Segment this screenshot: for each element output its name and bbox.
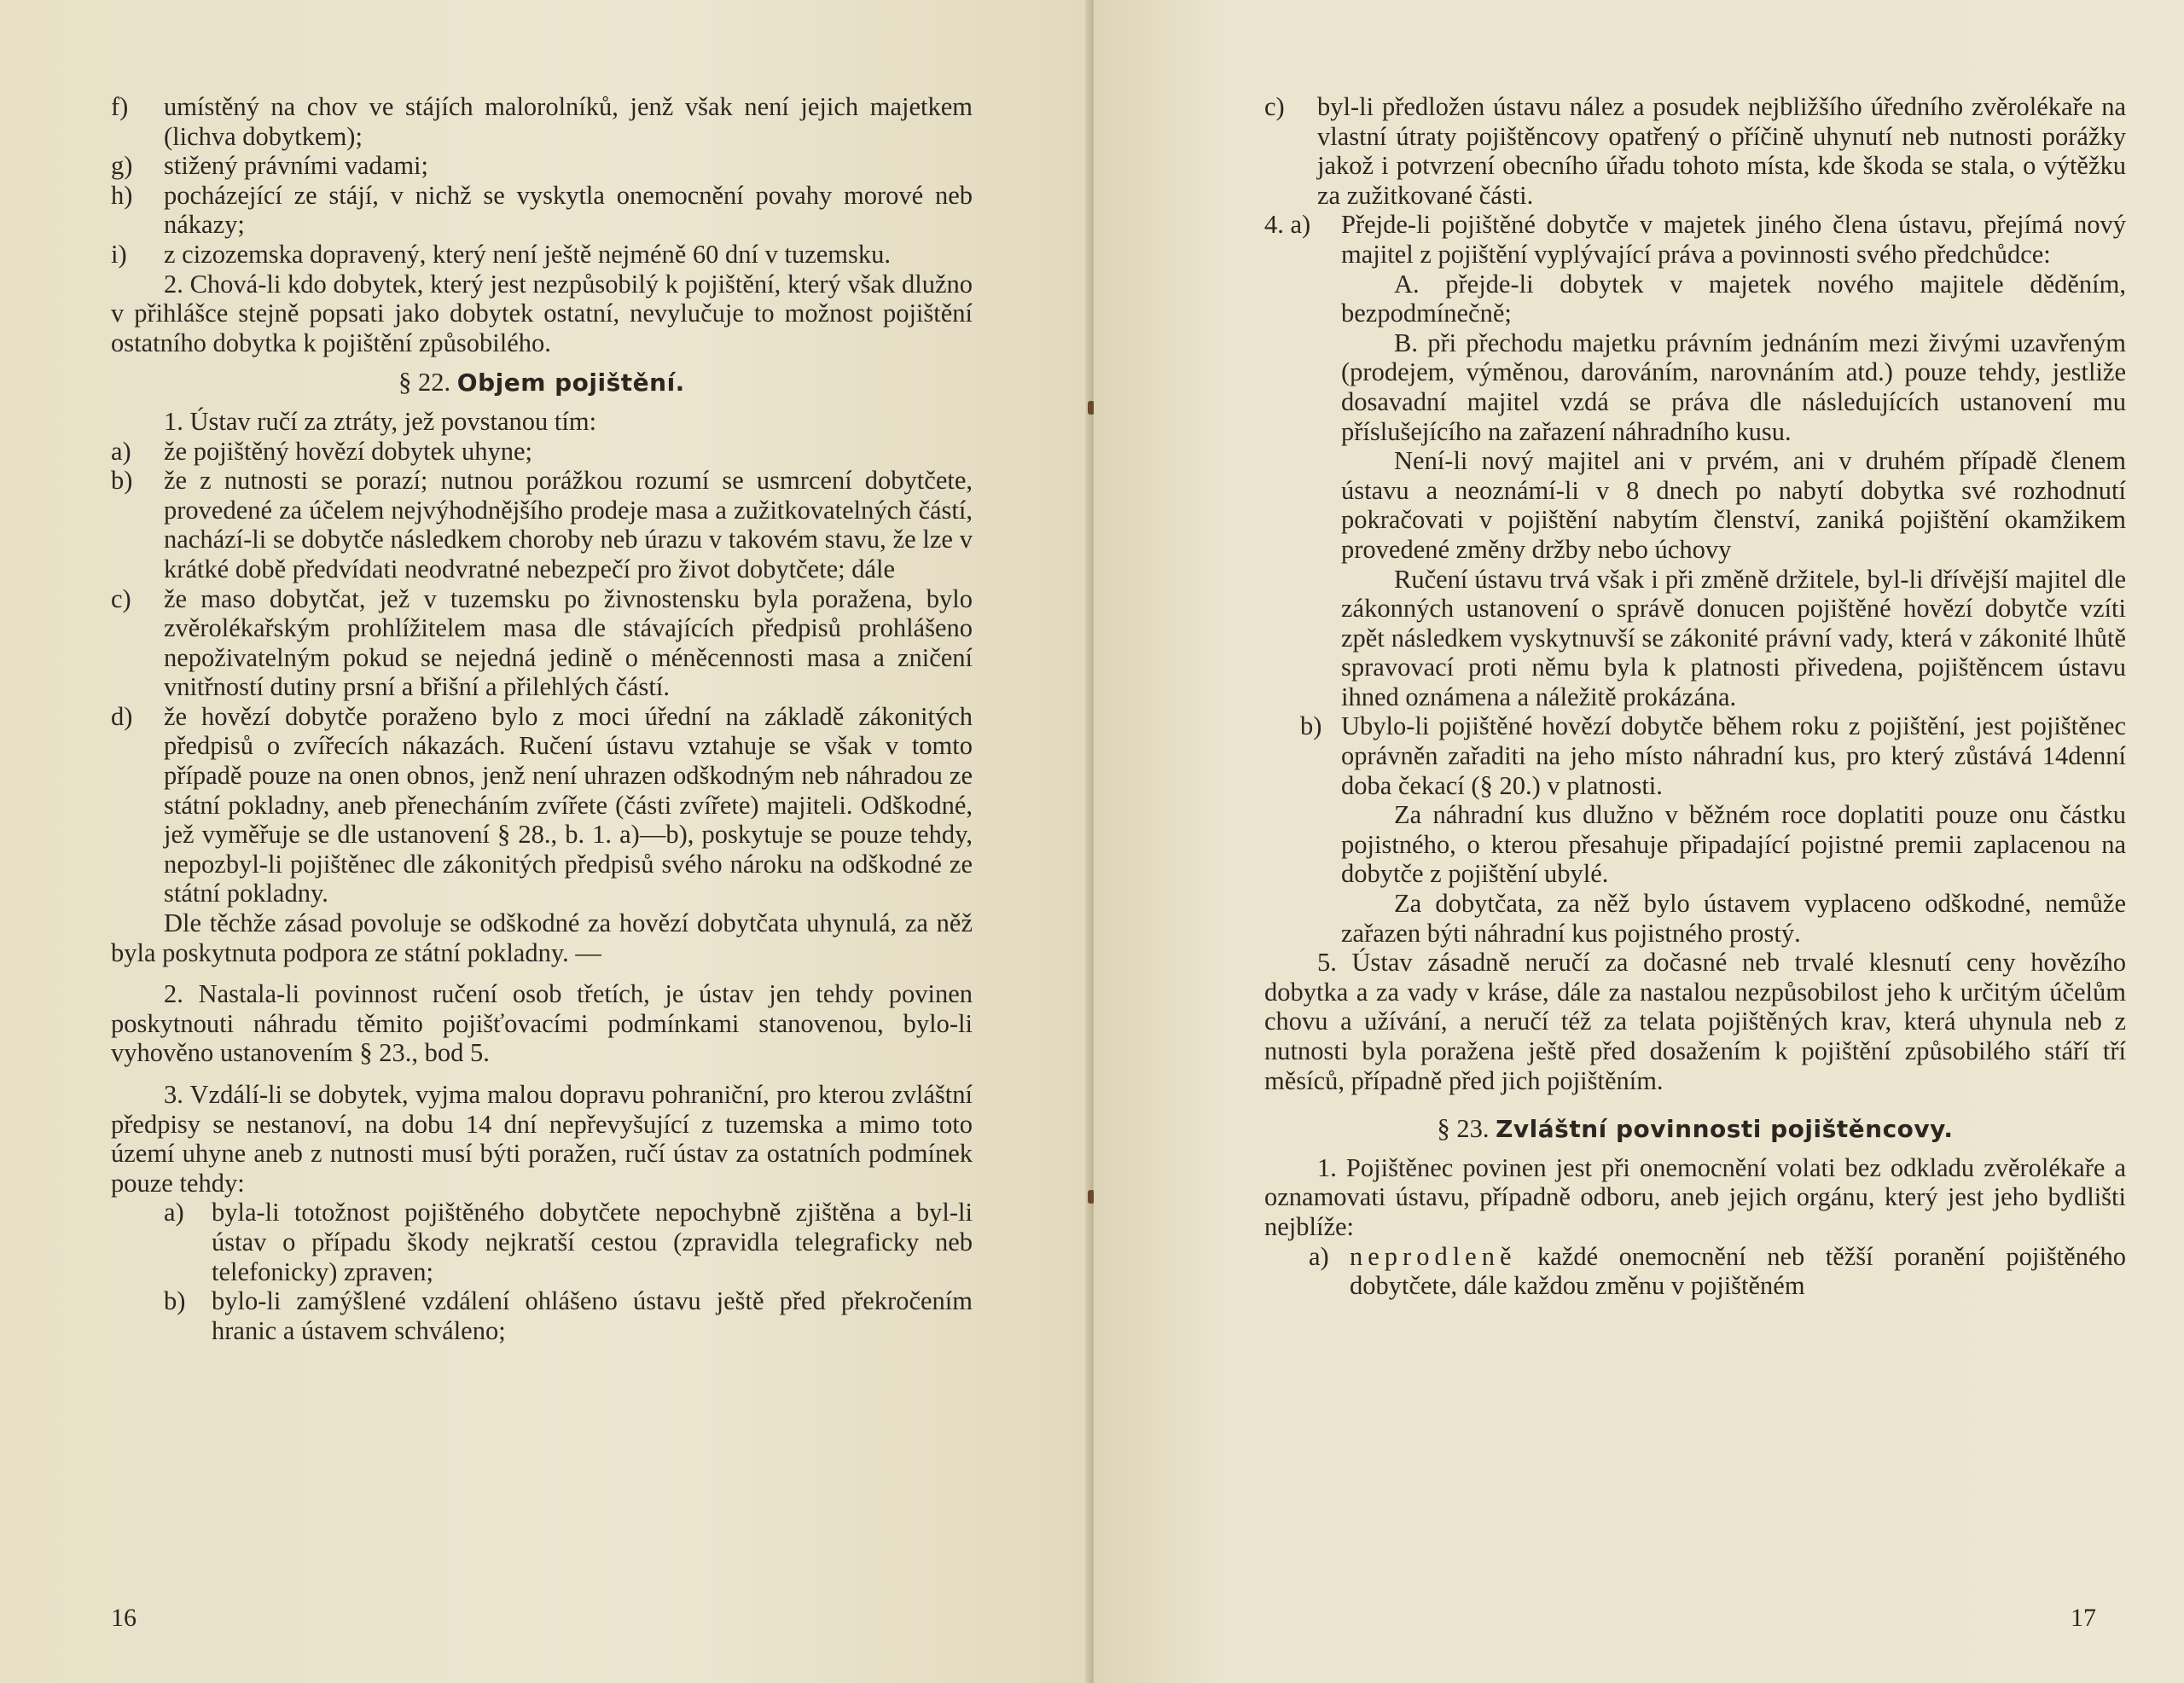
list-item [1264, 92, 2126, 210]
list-item [111, 240, 973, 270]
item-text: Ubylo-li pojištěné hovězí dobytče během roku z pojištění, jest pojištěnec oprávněn zařaditi na jeho místo náhradní kus, pro který zůstává 14denní doba čekací (§ 20.) v platnosti. [1341, 711, 2126, 800]
item-label: c) [1264, 92, 1285, 121]
paragraph-5: 5. Ústav zásadně neručí za dočasné neb trvalé klesnutí ceny hovězího dobytka a za vady v kráse, dále za nastalou nezpůsobilost jeho k určitým účelům chovu a užívání, a neručí též za telata pojištěných krav, která uhynula neb z nutnosti byla poražena ještě před dosažením k pojištění způsobilého stáří tří měsíců, případně před jich pojištěním. [1264, 948, 2126, 1095]
page-number: 16 [111, 1604, 136, 1632]
section-22-heading [111, 368, 973, 398]
section-title: Objem pojištění. [456, 369, 685, 398]
paragraph-4b-2: Za dobytčata, za něž bylo ústavem vyplaceno odškodné, nemůže zařazen býti náhradní kus pojistného prostý. [1341, 889, 2126, 948]
page-number: 17 [2071, 1604, 2096, 1632]
right-column [1264, 92, 2126, 1301]
list-item [111, 151, 973, 181]
item-text: že z nutnosti se porazí; nutnou porážkou rozumí se usmrcení dobytčete, provedené za účelem nejvýhodnějšího prodeje masa a zužitkovatelných částí, nachází-li se dobytče následkem choroby neb úrazu v takovém stavu, že lze v krátké době předvídati neodvratné nebezpečí pro život dobytčete; dále [164, 466, 973, 583]
item-label: a) [1309, 1241, 1329, 1271]
left-column [111, 92, 973, 1345]
section-sign: § 23. [1437, 1114, 1490, 1144]
list-item [111, 181, 973, 240]
item-text: každé onemocnění neb těžší poranění pojištěného dobytčete, dále každou změnu v pojištěném [1350, 1241, 2126, 1301]
item-label: a) [111, 436, 131, 466]
paragraph-4a-liability: Ručení ústavu trvá však i při změně držitele, byl-li dřívější majitel dle zákonných ustanovení o správě donucen pojištěné hovězí dobytče vzíti zpět následkem vyskytnuvší se zákonité právní vady, která v zákonité lhůtě spravovací proti němu byla k platnosti přivedena, pojištěncem ústavu ihned oznámena a náležitě prokázána. [1341, 564, 2126, 711]
item-emphasis: neprodleně [1350, 1241, 1517, 1271]
item-label: h) [111, 180, 133, 210]
list-item [111, 437, 973, 467]
item-label: d) [111, 701, 133, 731]
paragraph-4a-A: A. přejde-li dobytek v majetek nového majitele děděním, bezpodmínečně; [1341, 269, 2126, 328]
item-text: bylo-li zamýšlené vzdálení ohlášeno ústavu ještě před překročením hranic a ústavem schváleno; [212, 1286, 973, 1345]
list-item [111, 584, 973, 702]
list-item [111, 1198, 973, 1286]
paragraph-4a-B: B. při přechodu majetku právním jednáním mezi živými uzavřeným (prodejem, výměnou, darováním, narovnáním atd.) pouze tehdy, jestliže dosavadní majitel vzdá se práva dle následujících ustanovení mu příslušejícího na zařazení náhradního kusu. [1341, 328, 2126, 446]
item-text: Přejde-li pojištěné dobytče v majetek jiného člena ústavu, přejímá nový majitel z pojištění vyplývající práva a povinnosti svého předchůdce: [1341, 210, 2126, 269]
paragraph-4b-1: Za náhradní kus dlužno v běžném roce doplatiti pouze onu částku pojistného, o kterou přesahuje připadající pojistné premii zaplacenou na dobytče z pojištění ubylé. [1341, 800, 2126, 889]
item-label: g) [111, 151, 133, 181]
item-label: a) [164, 1198, 184, 1227]
section-22-intro: 1. Ústav ručí za ztráty, jež povstanou tím: [164, 406, 597, 436]
right-page [1094, 0, 2184, 1683]
section-22-1-tail: Dle těchže zásad povoluje se odškodné za hovězí dobytčata uhynulá, za něž byla poskytnuta podpora ze státní pokladny. — [111, 908, 973, 967]
section-23-paragraph-1: 1. Pojištěnec povinen jest při onemocnění volati bez odkladu zvěrolékaře a oznamovati ústavu, případně odboru, aneb jejich orgánu, který jest jeho bydlišti nejblíže: [1264, 1152, 2126, 1241]
item-label: f) [111, 92, 129, 121]
item-label: b) [164, 1286, 186, 1316]
item-text: že pojištěný hovězí dobytek uhyne; [164, 436, 532, 466]
item-label: b) [111, 466, 133, 496]
list-item [1264, 1242, 2126, 1301]
list-item [111, 1286, 973, 1345]
item-text: pocházející ze stájí, v nichž se vyskytla onemocnění povahy morové neb nákazy; [164, 180, 973, 240]
left-page [0, 0, 1090, 1683]
spacer [111, 1068, 973, 1080]
paragraph-4b [1264, 711, 2126, 800]
section-title: Zvláštní povinnosti pojištěncovy. [1496, 1115, 1954, 1144]
item-text: umístěný na chov ve stájích malorolníků, jenž však není jejich majetkem (lichva dobytkem); [164, 92, 973, 151]
item-label: c) [111, 583, 131, 613]
paragraph-4a [1264, 210, 2126, 269]
section-23-heading [1264, 1114, 2126, 1145]
list-item [111, 466, 973, 583]
item-text: stižený právními vadami; [164, 151, 429, 181]
item-text: z cizozemska dopravený, který není ještě nejméně 60 dní v tuzemsku. [164, 239, 892, 269]
item-text: že maso dobytčat, jež v tuzemsku po živnostensku byla poražena, bylo zvěrolékařským prohlížitelem masa dle stávajících předpisů prohlášeno nepoživatelným pokud se nejedná jedině o méněcennosti masa a zničení vnitřností dutiny prsní a břišní a přilehlých částí. [164, 583, 973, 702]
section-sign: § 22. [398, 368, 451, 398]
list-item [111, 702, 973, 908]
item-label: 4. a) [1264, 210, 1311, 240]
item-text: byla-li totožnost pojištěného dobytčete nepochybně zjištěna a byl-li ústav o případu škody nejkratší cestou (zpravidla telegraficky neb telefonicky) zpraven; [212, 1198, 973, 1286]
section-22-paragraph-3: 3. Vzdálí-li se dobytek, vyjma malou dopravu pohraniční, pro kterou zvláštní předpisy se nestanoví, na dobu 14 dní nepřevyšující z tuzemska a mimo toto území uhyne aneb z nutnosti musí býti poražen, ručí ústav za ostatních podmínek pouze tehdy: [111, 1080, 973, 1198]
item-text: že hovězí dobytče poraženo bylo z moci úřední na základě zákonitých předpisů o zvířecích nákazách. Ručení ústavu vztahuje se však v tomto případě pouze na onen obnos, jenž není uhrazen odškodným neb náhradou ze státní pokladny, aneb přenecháním zvířete (části zvířete) majiteli. Odškodné, jež vyměřuje se dle ustanovení § 28., b. 1. a)—b), poskytuje se pouze tehdy, nepozbyl-li pojištěnec dle zákonitých předpisů svého nároku na odškodné ze státní pokladny. [164, 701, 973, 908]
item-label: i) [111, 239, 127, 269]
section-22-paragraph-2: 2. Nastala-li povinnost ručení osob třetích, je ústav jen tehdy povinen poskytnouti náhradu těmito pojišťovacími podmínkami stanovenou, bylo-li vyhověno ustanovením § 23., bod 5. [111, 979, 973, 1068]
paragraph-2: 2. Chová-li kdo dobytek, který jest nezpůsobilý k pojištění, který však dlužno v přihlášce stejně popsati jako dobytek ostatní, nevylučuje to možnost pojištění ostatního dobytka k pojištění způsobilého. [111, 269, 973, 357]
paragraph-4a-note: Není-li nový majitel ani v prvém, ani v druhém případě členem ústavu a neoznámí-li v 8 dnech po nabytí dobytka své rozhodnutí pokračovati v pojištění nabytím členství, zaniká pojištění okamžikem provedené změny držby nebo úchovy [1341, 446, 2126, 564]
spacer [111, 967, 973, 979]
item-label: b) [1300, 711, 1322, 741]
list-item [111, 92, 973, 151]
item-text: byl-li předložen ústavu nález a posudek nejbližšího úředního zvěrolékaře na vlastní útraty pojištěncovy opatřený o příčině uhynutí neb nutnosti porážky jakož i potvrzení obecního úřadu tohoto místa, kde škoda se stala, o výtěžku za zužitkované části. [1317, 92, 2126, 210]
